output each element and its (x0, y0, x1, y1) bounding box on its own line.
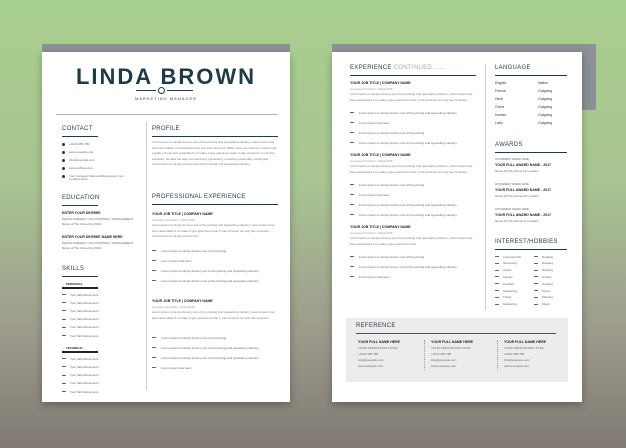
skill-name: Your Skill Name Here (70, 292, 99, 297)
education-school-1: Name of The University 2019 (62, 222, 101, 226)
job-bullet-text: Lorem Ipsum has been (359, 274, 390, 279)
interest-bullet (534, 304, 538, 305)
skill-bullet (62, 294, 66, 295)
skill-name: Your Skill Name Here (70, 308, 99, 313)
skill-name: Your Skill Name Here (70, 389, 99, 394)
job-bullet (350, 142, 354, 143)
interest-item: Football (503, 281, 514, 286)
continued-heading-bar (350, 75, 476, 76)
job-period: Company Possition / 2013-2019 (350, 159, 393, 163)
skill-bullet (62, 310, 66, 311)
job-bullet (350, 204, 354, 205)
interest-item: Sports (542, 288, 551, 293)
job-bullet-text: Lorem Ipsum is simply dummy text of the printing and typesetting industry. (359, 202, 458, 207)
award-title: YOUR FULL AWARD NAME - 2017 (495, 213, 552, 217)
interest-item: Dancing (542, 268, 554, 273)
job-bullet-text: Lorem Ipsum is simply dummy text of the printing (359, 254, 425, 259)
skill-group-label: TECHNICAL (66, 346, 84, 351)
job-bullet-text: Lorem Ipsum is simply dummy text of the printing (359, 182, 425, 187)
interest-bullet (495, 276, 499, 277)
interest-item: Gardening (503, 302, 518, 307)
continued-heading (350, 65, 446, 71)
contact-item: www.website.com (69, 165, 93, 170)
language-heading-bar (495, 75, 567, 76)
language-level: Outgoing (538, 105, 553, 109)
skill-bullet (62, 319, 66, 320)
job-bullet-text: Lorem Ipsum is simply dummy text of the printing and typesetting industry. (359, 140, 458, 145)
interest-bullet (534, 283, 538, 284)
profile-text: Lorem Ipsum is simply dummy text of the printing and typesetting industry. Lorem Ipsum has been the industry's standard dummy text ever since the 1500s, when an unknown printer took a galley of type and scrambled it to make a type specimen book. It has survived not only five centuries, but also the leap into electronic typesetting, remaining essentially unchanged. Lorem Ipsum is simply dummy text of the printing and typesetting industry. (152, 140, 277, 166)
award-org: Name Of The Venue Or Location (495, 219, 539, 223)
skill-bullet (62, 366, 66, 367)
skill-name: Your Skill Name Here (70, 364, 99, 369)
job-bullet (152, 270, 156, 271)
interests-heading: INTEREST/HOBBIES (495, 239, 558, 245)
award-org: Name Of The Venue Or Location (495, 194, 539, 198)
job-bullet-text: Lorem Ipsum is simply dummy text of the printing and typesetting industry. (359, 110, 458, 115)
interest-item: Travel (503, 295, 512, 300)
interest-item: Tropical Craft (503, 254, 521, 259)
skill-bullet (62, 327, 66, 328)
job-bullet-text: Lorem Ipsum has been (161, 258, 192, 263)
job-bullet (350, 194, 354, 195)
skill-name: Your Skill Name Here (70, 317, 99, 322)
contact-item: Your Company Name Address Here Your Location Here (69, 173, 124, 182)
skill-name: Your Skill Name Here (70, 300, 99, 305)
resume-page-one (42, 52, 290, 402)
column-divider (146, 122, 147, 390)
contact-item: +0123 456 789 (69, 141, 90, 146)
profile-heading-bar (152, 136, 278, 137)
interest-item: Music (542, 302, 550, 307)
interest-bullet (495, 297, 499, 298)
contact-item: info@example.com (69, 157, 95, 162)
job-bullet-text: Lorem Ipsum is simply dummy text of the printing (161, 335, 227, 340)
reference-web: www.example.com (358, 364, 384, 368)
language-level: Native (538, 81, 548, 85)
reference-web: www.example.com (431, 364, 457, 368)
interest-bullet (534, 256, 538, 257)
skill-bullet (62, 358, 66, 359)
interest-bullet (534, 290, 538, 291)
education-school-2: Name of The University 2019 (62, 246, 101, 250)
interest-item: Games (503, 274, 513, 279)
job-title: YOUR JOB TITLE | COMPANY NAME (350, 81, 411, 85)
interest-bullet (495, 263, 499, 264)
language-name: China (495, 105, 505, 109)
job-bullet (350, 266, 354, 267)
reference-email: info@example.com (358, 358, 384, 362)
job-description: Lorem Ipsum is simply dummy text of the printing and typesetting industry. Lorem Ipsum has been assembled it to make a type specimen book. It has survived not only five centuries. (350, 92, 473, 102)
job-bullet-text: Lorem Ipsum is simply dummy text of the printing (161, 248, 227, 253)
language-level: Outgoing (538, 121, 553, 125)
contact-heading: CONTACT (62, 126, 93, 132)
job-bullet-text: Lorem Ipsum is simply dummy text of the printing and typesetting industry. (161, 355, 260, 360)
interest-item: Chess (503, 268, 512, 273)
education-detail-2: MAJOR SUBJECT / ACCOUNTING / MANAGEMENT (62, 241, 134, 245)
job-bullet (350, 256, 354, 257)
job-bullet (350, 184, 354, 185)
interest-bullet (495, 290, 499, 291)
award-org: Name Of The Venue Or Location (495, 169, 539, 173)
job-bullet (350, 132, 354, 133)
skill-name: Your Skill Name Here (70, 333, 99, 338)
contact-icon (62, 159, 65, 162)
reference-heading-bar (356, 333, 556, 334)
page2-column-divider (485, 64, 486, 310)
awards-heading: AWARDS (495, 142, 523, 148)
skill-bullet (62, 302, 66, 303)
interest-bullet (534, 276, 538, 277)
skill-name: Your Skill Name Here (70, 325, 99, 330)
contact-icon (62, 143, 65, 146)
profile-heading: PROFILE (152, 126, 180, 132)
skill-bullet (62, 335, 66, 336)
reference-web: www.example.com (504, 364, 530, 368)
language-name: Hindi (495, 97, 503, 101)
job-bullet-text: Lorem Ipsum is simply dummy text of the printing and typesetting industry. (161, 268, 260, 273)
skill-group-label: PERSONAL (66, 282, 83, 286)
education-heading: EDUCATION (62, 195, 100, 201)
skill-bullet (62, 391, 66, 392)
job-description: Lorem Ipsum is simply dummy text of the printing and typesetting industry. Lorem Ipsum has been assembled it to make a type specimen book. It has survived not only five centuries. (350, 164, 473, 174)
award-label: ACHIVEMENT AWARD NAME (495, 183, 529, 186)
reference-position: YOUR JOB POSITION TITLE (431, 346, 471, 350)
skills-heading-bar (62, 276, 98, 277)
language-heading: LANGUAGE (495, 65, 531, 71)
interest-bullet (495, 270, 499, 271)
skill-name: Your Skill Name Here (70, 373, 99, 378)
language-name: Korean (495, 113, 507, 117)
interest-item: Drawing (542, 261, 554, 266)
resume-page-two (332, 52, 582, 402)
candidate-name: LINDA BROWN (75, 64, 257, 89)
job-bullet-text: Lorem Ipsum is simply dummy text of the printing and typesetting industry. (359, 212, 458, 217)
job-bullet-text: Lorem Ipsum has been (359, 120, 390, 125)
reference-position: YOUR JOB POSITION TITLE (358, 346, 398, 350)
job-period: Company Possition / 2013-2019 (350, 231, 393, 235)
job-period: Company Possition / 2013-2019 (152, 305, 195, 309)
language-name: English (495, 81, 507, 85)
job-bullet (152, 280, 156, 281)
reference-position: YOUR JOB POSITION TITLE (504, 346, 544, 350)
job-description: Lorem Ipsum is simply dummy text of the printing and typesetting industry. Lorem Ipsum has been assembled it to make a type specimen book. (350, 236, 473, 246)
reference-phone: +0123 456 789 (358, 352, 379, 356)
interest-item: Cooking (542, 281, 554, 286)
job-bullet (152, 347, 156, 348)
education-degree-2: ENTER YOUR DEGREE NAME HERE (62, 235, 123, 239)
job-description: Lorem Ipsum is simply dummy text of the printing and typesetting industry. Lorem Ipsum has been assembled it to make a type specimen book. It has survived not only five centuries. (152, 310, 275, 320)
job-bullet-text: Lorem Ipsum is simply dummy text of the printing and typesetting industry. (161, 345, 260, 350)
job-bullet (350, 112, 354, 113)
interest-item: Swimming (503, 261, 517, 266)
language-name: French (495, 89, 506, 93)
contact-icon (62, 175, 65, 178)
interest-item: Cricket (542, 274, 552, 279)
job-bullet (152, 367, 156, 368)
job-period: Company Possition / 2013-2019 (152, 218, 195, 222)
continued-heading-suffix: CONTINUED....... (393, 65, 446, 71)
skill-group-bar (62, 287, 98, 289)
reference-name: YOUR FULL NAME HERE (504, 340, 546, 344)
interest-bullet (534, 263, 538, 264)
reference-phone: +0123 456 789 (504, 352, 525, 356)
award-label: ACHIVEMENT AWARD NAME (495, 158, 529, 161)
contact-item: www.example.com (69, 149, 95, 154)
award-title: YOUR FULL AWARD NAME - 2017 (495, 163, 552, 167)
job-description: Lorem Ipsum is simply dummy text of the printing and typesetting industry. Lorem Ipsum has been assembled it to make a type specimen book. It has survived not only five centuries. Lorem Ipsum is simply dummy text. (152, 223, 275, 238)
reference-phone: +0123 456 789 (431, 352, 452, 356)
job-bullet (350, 214, 354, 215)
job-bullet (152, 357, 156, 358)
skill-name: Your Skill Name Here (70, 381, 99, 386)
job-bullet (350, 276, 354, 277)
reference-email: info@example.com (504, 358, 530, 362)
reference-name: YOUR FULL NAME HERE (358, 340, 400, 344)
circle-ornament (158, 87, 165, 94)
reference-email: info@example.com (431, 358, 457, 362)
job-bullet-text: Lorem Ipsum has been (359, 192, 390, 197)
job-bullet (152, 250, 156, 251)
language-level: Outgoing (538, 89, 553, 93)
education-heading-bar (62, 205, 98, 206)
language-level: Outgoing (538, 113, 553, 117)
experience-heading-bar (152, 204, 278, 205)
interest-item: Planting (542, 295, 553, 300)
job-period: Company Possition / 2013-2019 (350, 87, 393, 91)
award-label: ACHIVEMENT AWARD NAME (495, 208, 529, 211)
interest-bullet (495, 256, 499, 257)
job-bullet (152, 260, 156, 261)
job-bullet-text: Lorem Ipsum has been (161, 365, 192, 370)
contact-icon (62, 151, 65, 154)
skill-name: Your Skill Name Here (70, 356, 99, 361)
interest-item: Gardening (503, 288, 518, 293)
education-degree-1: ENTER YOUR DEGREE (62, 211, 101, 215)
reference-heading: REFERENCE (356, 323, 396, 329)
job-title: YOUR JOB TITLE | COMPANY NAME (350, 225, 411, 229)
skill-group-bar (62, 351, 98, 353)
interest-bullet (534, 297, 538, 298)
language-name: Latin (495, 121, 503, 125)
job-bullet (350, 122, 354, 123)
header-rule (56, 114, 278, 115)
job-bullet-text: Lorem Ipsum is simply dummy text of the printing and typesetting industry. (161, 278, 260, 283)
contact-icon (62, 167, 65, 170)
job-bullet-text: Lorem Ipsum is simply dummy text of the printing (359, 130, 425, 135)
award-title: YOUR FULL AWARD NAME - 2017 (495, 188, 552, 192)
job-bullet (152, 337, 156, 338)
name-divider-right (167, 90, 193, 91)
interests-heading-bar (495, 249, 567, 250)
experience-heading: PROFESSIONAL EXPERIENCE (152, 194, 246, 200)
skill-bullet (62, 375, 66, 376)
interest-bullet (495, 283, 499, 284)
reference-separator (424, 340, 425, 370)
reference-name: YOUR FULL NAME HERE (431, 340, 473, 344)
interest-bullet (534, 270, 538, 271)
interest-bullet (495, 304, 499, 305)
job-bullet-text: Lorem Ipsum is simply dummy text of the printing and typesetting industry. (359, 264, 458, 269)
education-detail-1: MAJOR SUBJECT / ACCOUNTING / MANAGEMENT (62, 217, 134, 221)
interest-item: Reading (542, 254, 554, 259)
awards-heading-bar (495, 152, 567, 153)
job-title: YOUR JOB TITLE | COMPANY NAME (152, 212, 213, 216)
language-level: Outgoing (538, 97, 553, 101)
skill-bullet (62, 383, 66, 384)
contact-heading-bar (62, 136, 98, 137)
continued-heading-main: EXPERIENCE (350, 65, 392, 71)
reference-separator (497, 340, 498, 370)
skills-heading: SKILLS (62, 266, 85, 272)
job-title: YOUR JOB TITLE | COMPANY NAME (152, 299, 213, 303)
candidate-role: MARKETING MANAGER (134, 96, 198, 101)
name-divider-left (136, 90, 156, 91)
job-title: YOUR JOB TITLE | COMPANY NAME (350, 153, 411, 157)
